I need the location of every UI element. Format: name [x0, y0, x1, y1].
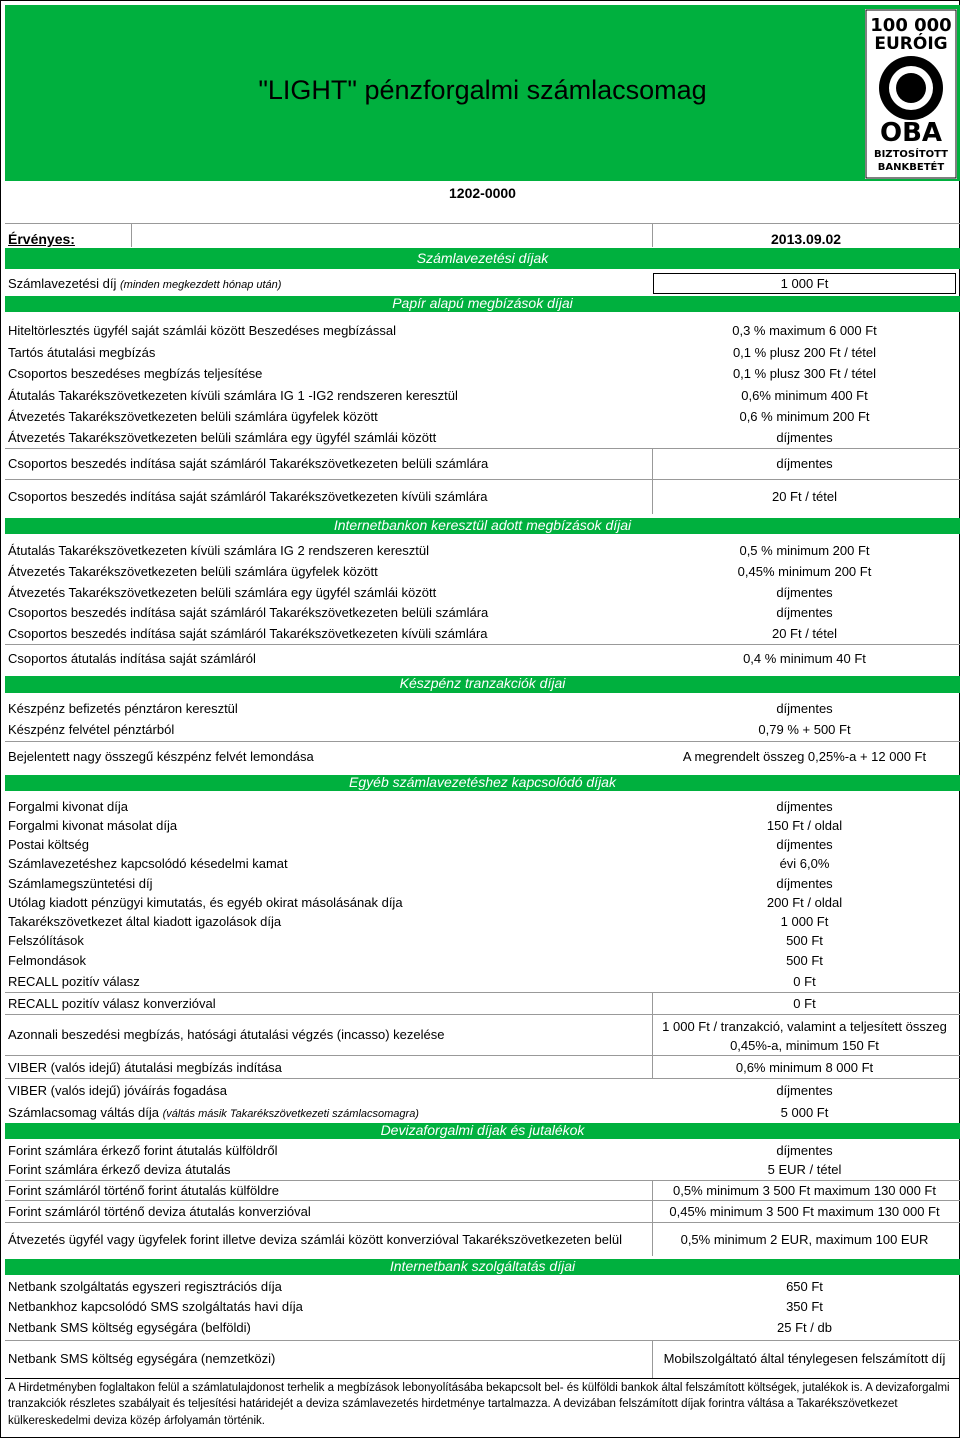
grid-line: [5, 1180, 960, 1181]
grid-line: [5, 741, 960, 742]
row-value: 0,4 % minimum 40 Ft: [743, 651, 866, 666]
row-value: díjmentes: [776, 837, 833, 852]
grid-line: [5, 992, 960, 993]
row-label: Számlavezetéshez kapcsolódó késedelmi kamat: [8, 856, 288, 871]
row-label: Átutalás Takarékszövetkezeten kívüli számlára IG 1 -IG2 rendszeren keresztül: [8, 388, 458, 403]
row-label: Csoportos átutalás indítása saját számláról: [8, 651, 256, 666]
row-label: Felszólítások: [8, 933, 84, 948]
row-label: Forint számlára érkező deviza átutalás: [8, 1162, 231, 1177]
row-value: 0,5% minimum 3 500 Ft maximum 130 000 Ft: [673, 1183, 936, 1198]
row-value: 650 Ft: [786, 1279, 823, 1294]
row-label: Átvezetés Takarékszövetkezeten belüli számlára egy ügyfél számlái között: [8, 585, 437, 600]
grid-line: [652, 448, 653, 514]
grid-line: [5, 1014, 960, 1015]
row-label: Postai költség: [8, 837, 89, 852]
row-value: évi 6,0%: [779, 856, 830, 871]
logo-brand: OBA: [879, 118, 943, 148]
section-other-fees: Egyéb számlavezetéshez kapcsolódó díjak: [5, 775, 960, 791]
row-label: Csoportos beszedés indítása saját számláról Takarékszövetkezeten kívüli számlára: [8, 626, 488, 641]
grid-line: [652, 992, 653, 1078]
row-value: díjmentes: [776, 1083, 833, 1098]
row-value: 500 Ft: [786, 953, 823, 968]
valid-date: 2013.09.02: [771, 231, 842, 247]
row-label: RECALL pozitív válasz: [8, 974, 140, 989]
grid-line: [5, 1340, 960, 1341]
section-paper-orders: Papír alapú megbízások díjai: [5, 296, 960, 312]
row-label: Netbank SMS költség egységára (nemzetközi): [8, 1351, 276, 1366]
grid-line: [5, 1078, 960, 1079]
row-value: 5 EUR / tétel: [767, 1162, 842, 1177]
row-value-line-1: 1 000 Ft / tranzakció, valamint a teljesített összeg: [662, 1019, 947, 1034]
logo-line-2: EURÓIG: [874, 34, 948, 54]
row-label: Takarékszövetkezet által kiadott igazolások díja: [8, 914, 282, 929]
grid-line: [131, 223, 132, 247]
package-code: 1202-0000: [449, 185, 516, 201]
oba-logo-graphic: [865, 9, 957, 179]
row-label: Csoportos beszedés indítása saját számláról Takarékszövetkezeten belüli számlára: [8, 456, 489, 471]
row-value: 0,5 % minimum 200 Ft: [739, 543, 870, 558]
row-label: Netbank szolgáltatás egyszeri regisztrációs díja: [8, 1279, 282, 1294]
grid-line: [5, 644, 960, 645]
row-label: Csoportos beszedéses megbízás teljesítése: [8, 366, 263, 381]
logo-line-4: BANKBETÉT: [877, 162, 945, 173]
row-label: Átvezetés Takarékszövetkezeten belüli számlára egy ügyfél számlái között: [8, 430, 437, 445]
section-account-fees: Számlavezetési díjak: [5, 248, 960, 269]
row-value: díjmentes: [776, 585, 833, 600]
row-value: 25 Ft / db: [777, 1320, 832, 1335]
row-value: Mobilszolgáltató által ténylegesen felszámított díj: [663, 1351, 946, 1366]
page-title: "LIGHT" pénzforgalmi számlacsomag: [258, 75, 707, 105]
row-value-line-2: 0,45%-a, minimum 150 Ft: [730, 1038, 879, 1053]
grid-line: [5, 1055, 960, 1056]
row-value: 0,1 % plusz 300 Ft / tétel: [732, 366, 877, 381]
row-value: 0 Ft: [793, 974, 816, 989]
grid-line: [652, 223, 653, 247]
row-value: 500 Ft: [786, 933, 823, 948]
row-label: Számlamegszüntetési díj: [8, 876, 153, 891]
row-label: Átvezetés Takarékszövetkezeten belüli számlára ügyfelek között: [8, 409, 378, 424]
row-value: díjmentes: [776, 430, 833, 445]
row-value: 0,5% minimum 2 EUR, maximum 100 EUR: [680, 1232, 929, 1247]
row-value: 0,1 % plusz 200 Ft / tétel: [732, 345, 877, 360]
section-cash-transactions: Készpénz tranzakciók díjai: [5, 676, 960, 693]
row-value: A megrendelt összeg 0,25%-a + 12 000 Ft: [682, 749, 927, 764]
row-label: RECALL pozitív válasz konverzióval: [8, 996, 216, 1011]
row-value: 0,6% minimum 8 000 Ft: [735, 1060, 874, 1075]
row-label: Forint számláról történő deviza átutalás konverzióval: [8, 1204, 311, 1219]
row-label: Tartós átutalási megbízás: [8, 345, 156, 360]
row-value: 0,6% minimum 400 Ft: [741, 388, 868, 403]
grid-line: [5, 1200, 960, 1201]
footer-divider: [5, 1378, 960, 1379]
oba-logo: [865, 9, 957, 179]
row-label: Csoportos beszedés indítása saját számláról Takarékszövetkezeten kívüli számlára: [8, 489, 488, 504]
row-label: Átvezetés Takarékszövetkezeten belüli számlára ügyfelek között: [8, 564, 378, 579]
row-value: díjmentes: [776, 1143, 833, 1158]
row-value: díjmentes: [776, 456, 833, 471]
row-label: Csoportos beszedés indítása saját számláról Takarékszövetkezeten belüli számlára: [8, 605, 489, 620]
row-value: díjmentes: [776, 799, 833, 814]
row-value: díjmentes: [776, 701, 833, 716]
row-value: 20 Ft / tétel: [771, 489, 838, 504]
section-netbank-fees: Internetbank szolgáltatás díjai: [5, 1259, 960, 1275]
grid-line: [5, 223, 960, 224]
row-label: Bejelentett nagy összegű készpénz felvét lemondása: [8, 749, 314, 764]
grid-line: [5, 479, 960, 480]
row-value: 0,45% minimum 3 500 Ft maximum 130 000 Ft: [669, 1204, 940, 1219]
section-fx-fees: Devizaforgalmi díjak és jutalékok: [5, 1123, 960, 1139]
row-value: 20 Ft / tétel: [771, 626, 838, 641]
valid-label: Érvényes:: [8, 231, 75, 247]
row-value: 350 Ft: [786, 1299, 823, 1314]
grid-line: [652, 1180, 653, 1256]
grid-line: [5, 1222, 960, 1223]
row-label: Azonnali beszedési megbízás, hatósági átutalási végzés (incasso) kezelése: [8, 1027, 445, 1042]
row-label: Számlavezetési díj: [8, 276, 120, 291]
row-label: VIBER (valós idejű) jóváírás fogadása: [8, 1083, 227, 1098]
row-label: Netbank SMS költség egységára (belföldi): [8, 1320, 251, 1335]
row-value: 1 000 Ft: [780, 914, 829, 929]
row-label: Átvezetés ügyfél vagy ügyfelek forint illetve deviza számlái között konverzióval Takarékszövetkezeten belül: [8, 1232, 622, 1247]
row-value: díjmentes: [776, 605, 833, 620]
section-internet-orders: Internetbankon keresztül adott megbízások díjai: [5, 518, 960, 534]
row-value: 0,45% minimum 200 Ft: [737, 564, 872, 579]
row-value: 0,6 % minimum 200 Ft: [739, 409, 870, 424]
row-value: 0 Ft: [793, 996, 816, 1011]
row-value: 0,3 % maximum 6 000 Ft: [732, 323, 877, 338]
grid-line: [5, 448, 960, 449]
row-value: 5 000 Ft: [780, 1105, 829, 1120]
row-value: 0,79 % + 500 Ft: [758, 722, 851, 737]
row-label: Hiteltörlesztés ügyfél saját számlái között Beszedéses megbízással: [8, 323, 397, 338]
footer-note: A Hirdetményben foglaltakon felül a számlatulajdonost terhelik a megbízások lebonyolításába bekapcsolt bel- és külföldi bankok által felszámított költségek, jutalékok is. A devizaforgalmi tranzakciók részletes szabályait és teljesítési határidejét a deviza számlavezetés hirdetménye tartalmazza. A devizában felszámított díjak forintra váltása a Takarékszövetkezet külkereskedelmi deviza közép árfolyamán történik.: [8, 1382, 950, 1427]
row-label: Felmondások: [8, 953, 87, 968]
row-label: Forgalmi kivonat másolat díja: [8, 818, 178, 833]
row-label: Forgalmi kivonat díja: [8, 799, 128, 814]
row-note: (minden megkezdett hónap után): [120, 279, 282, 291]
row-value: 150 Ft / oldal: [766, 818, 843, 833]
row-value: 1 000 Ft: [780, 276, 829, 291]
logo-line-1: 100 000: [870, 15, 952, 36]
row-label: Készpénz befizetés pénztáron keresztül: [8, 701, 238, 716]
row-note: (váltás másik Takarékszövetkezeti számlacsomagra): [162, 1108, 419, 1120]
row-label: Utólag kiadott pénzügyi kimutatás, és egyéb okirat másolásának díja: [8, 895, 403, 910]
row-label: Netbankhoz kapcsolódó SMS szolgáltatás havi díja: [8, 1299, 303, 1314]
row-label: Átutalás Takarékszövetkezeten kívüli számlára IG 2 rendszeren keresztül: [8, 543, 430, 558]
row-label: Számlacsomag váltás díja: [8, 1105, 163, 1120]
row-value: 200 Ft / oldal: [766, 895, 843, 910]
row-label: Forint számlára érkező forint átutalás külföldről: [8, 1143, 278, 1158]
grid-line: [652, 1340, 653, 1378]
row-label: Készpénz felvétel pénztárból: [8, 722, 175, 737]
row-label: Forint számláról történő forint átutalás külföldre: [8, 1183, 279, 1198]
logo-line-3: BIZTOSÍTOTT: [873, 149, 949, 160]
row-label: VIBER (valós idejű) átutalási megbízás indítása: [8, 1060, 282, 1075]
row-value: díjmentes: [776, 876, 833, 891]
